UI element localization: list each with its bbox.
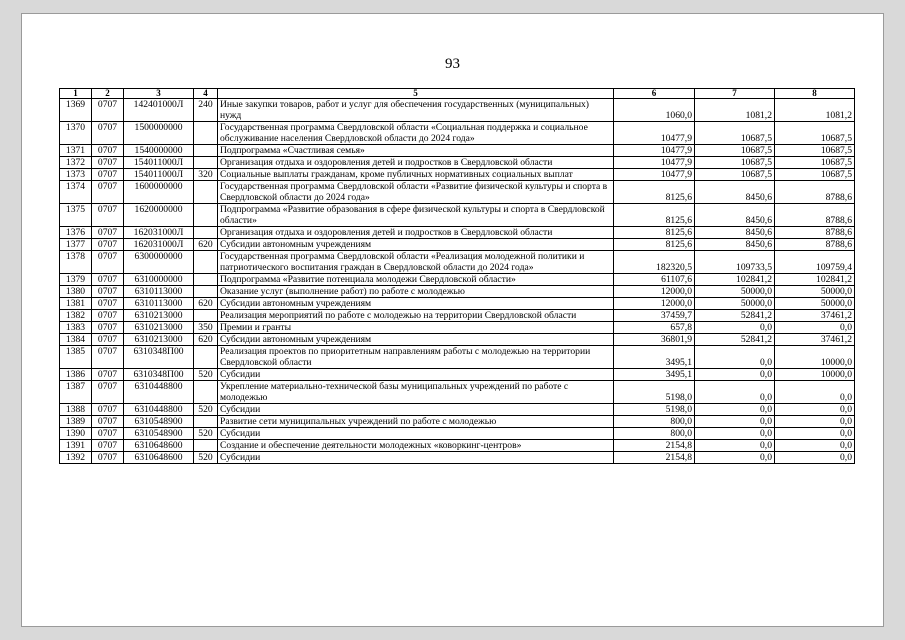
amount-col8-cell: 8788,6 <box>775 181 855 204</box>
table-row <box>60 334 855 346</box>
target-article-cell: 6310213000 <box>124 322 194 334</box>
amount-col6-cell: 182320,5 <box>614 251 695 274</box>
section-code-cell: 0707 <box>92 251 124 274</box>
amount-col8-cell: 102841,2 <box>775 274 855 286</box>
amount-col6-cell: 3495,1 <box>614 369 695 381</box>
expense-type-cell: 520 <box>194 452 218 464</box>
target-article-cell: 6310548900 <box>124 428 194 440</box>
table-row <box>60 181 855 204</box>
target-article-cell: 6310348П00 <box>124 369 194 381</box>
section-code-cell: 0707 <box>92 428 124 440</box>
amount-col7-cell: 0,0 <box>695 404 775 416</box>
amount-col7-cell: 10687,5 <box>695 157 775 169</box>
item-name-cell: Субсидии автономным учреждениям <box>218 334 614 346</box>
section-code-cell: 0707 <box>92 298 124 310</box>
amount-col6-cell: 657,8 <box>614 322 695 334</box>
amount-col6-cell: 10477,9 <box>614 157 695 169</box>
amount-col8-cell: 0,0 <box>775 428 855 440</box>
amount-col8-cell: 50000,0 <box>775 298 855 310</box>
section-code-cell: 0707 <box>92 274 124 286</box>
target-article-cell: 1500000000 <box>124 122 194 145</box>
amount-col7-cell: 0,0 <box>695 346 775 369</box>
table-row <box>60 346 855 369</box>
item-name-cell: Государственная программа Свердловской области «Социальная поддержка и социальное обслуживание населения Свердловской области до 2024 года» <box>218 122 614 145</box>
target-article-cell: 1540000000 <box>124 145 194 157</box>
table-body <box>60 99 855 464</box>
item-name-cell: Премии и гранты <box>218 322 614 334</box>
amount-col7-cell: 8450,6 <box>695 181 775 204</box>
item-name-cell: Создание и обеспечение деятельности молодежных «коворкинг-центров» <box>218 440 614 452</box>
expense-type-cell: 520 <box>194 404 218 416</box>
expense-type-cell: 520 <box>194 428 218 440</box>
amount-col7-cell: 0,0 <box>695 452 775 464</box>
expense-type-cell <box>194 251 218 274</box>
amount-col7-cell: 10687,5 <box>695 145 775 157</box>
expense-type-cell <box>194 416 218 428</box>
target-article-cell: 162031000Л <box>124 227 194 239</box>
amount-col8-cell: 0,0 <box>775 452 855 464</box>
amount-col8-cell: 109759,4 <box>775 251 855 274</box>
expense-type-cell <box>194 145 218 157</box>
amount-col8-cell: 10000,0 <box>775 346 855 369</box>
expense-type-cell: 240 <box>194 99 218 122</box>
expense-type-cell <box>194 381 218 404</box>
target-article-cell: 162031000Л <box>124 239 194 251</box>
table-row <box>60 310 855 322</box>
table-row <box>60 286 855 298</box>
amount-col7-cell: 0,0 <box>695 322 775 334</box>
row-number-cell: 1371 <box>60 145 92 157</box>
target-article-cell: 6310213000 <box>124 310 194 322</box>
expense-type-cell <box>194 157 218 169</box>
table-row <box>60 274 855 286</box>
row-number-cell: 1385 <box>60 346 92 369</box>
section-code-cell: 0707 <box>92 169 124 181</box>
item-name-cell: Укрепление материально-технической базы муниципальных учреждений по работе с молодежью <box>218 381 614 404</box>
row-number-cell: 1387 <box>60 381 92 404</box>
amount-col8-cell: 1081,2 <box>775 99 855 122</box>
column-header: 3 <box>124 89 194 99</box>
item-name-cell: Субсидии автономным учреждениям <box>218 298 614 310</box>
table-row <box>60 157 855 169</box>
item-name-cell: Организация отдыха и оздоровления детей и подростков в Свердловской области <box>218 157 614 169</box>
section-code-cell: 0707 <box>92 334 124 346</box>
expense-type-cell: 620 <box>194 334 218 346</box>
expense-type-cell <box>194 346 218 369</box>
expense-type-cell: 350 <box>194 322 218 334</box>
amount-col6-cell: 800,0 <box>614 416 695 428</box>
section-code-cell: 0707 <box>92 440 124 452</box>
amount-col7-cell: 0,0 <box>695 416 775 428</box>
amount-col8-cell: 37461,2 <box>775 310 855 322</box>
item-name-cell: Организация отдыха и оздоровления детей и подростков в Свердловской области <box>218 227 614 239</box>
row-number-cell: 1379 <box>60 274 92 286</box>
row-number-cell: 1377 <box>60 239 92 251</box>
target-article-cell: 6310213000 <box>124 334 194 346</box>
target-article-cell: 1620000000 <box>124 204 194 227</box>
section-code-cell: 0707 <box>92 322 124 334</box>
section-code-cell: 0707 <box>92 416 124 428</box>
amount-col8-cell: 37461,2 <box>775 334 855 346</box>
amount-col8-cell: 50000,0 <box>775 286 855 298</box>
target-article-cell: 6310113000 <box>124 298 194 310</box>
table-row <box>60 298 855 310</box>
amount-col6-cell: 3495,1 <box>614 346 695 369</box>
amount-col7-cell: 0,0 <box>695 428 775 440</box>
row-number-cell: 1389 <box>60 416 92 428</box>
target-article-cell: 154011000Л <box>124 157 194 169</box>
section-code-cell: 0707 <box>92 369 124 381</box>
amount-col7-cell: 109733,5 <box>695 251 775 274</box>
section-code-cell: 0707 <box>92 239 124 251</box>
amount-col7-cell: 8450,6 <box>695 239 775 251</box>
target-article-cell: 6310448800 <box>124 404 194 416</box>
amount-col7-cell: 0,0 <box>695 381 775 404</box>
amount-col6-cell: 61107,6 <box>614 274 695 286</box>
amount-col6-cell: 8125,6 <box>614 181 695 204</box>
expense-type-cell <box>194 274 218 286</box>
table-row <box>60 122 855 145</box>
amount-col8-cell: 0,0 <box>775 416 855 428</box>
section-code-cell: 0707 <box>92 204 124 227</box>
item-name-cell: Реализация мероприятий по работе с молодежью на территории Свердловской области <box>218 310 614 322</box>
target-article-cell: 6310000000 <box>124 274 194 286</box>
item-name-cell: Субсидии <box>218 404 614 416</box>
column-header: 6 <box>614 89 695 99</box>
table-header-row <box>60 89 855 99</box>
amount-col8-cell: 8788,6 <box>775 239 855 251</box>
expense-type-cell: 620 <box>194 298 218 310</box>
budget-table <box>59 88 855 464</box>
column-header: 1 <box>60 89 92 99</box>
target-article-cell: 6310113000 <box>124 286 194 298</box>
amount-col7-cell: 8450,6 <box>695 204 775 227</box>
item-name-cell: Иные закупки товаров, работ и услуг для обеспечения государственных (муниципальных) нужд <box>218 99 614 122</box>
amount-col7-cell: 52841,2 <box>695 334 775 346</box>
item-name-cell: Подпрограмма «Счастливая семья» <box>218 145 614 157</box>
section-code-cell: 0707 <box>92 181 124 204</box>
target-article-cell: 6310548900 <box>124 416 194 428</box>
item-name-cell: Государственная программа Свердловской области «Развитие физической культуры и спорта в Свердловской области до 2024 года» <box>218 181 614 204</box>
amount-col8-cell: 10687,5 <box>775 122 855 145</box>
amount-col6-cell: 10477,9 <box>614 169 695 181</box>
row-number-cell: 1386 <box>60 369 92 381</box>
column-header: 7 <box>695 89 775 99</box>
amount-col7-cell: 102841,2 <box>695 274 775 286</box>
amount-col6-cell: 10477,9 <box>614 122 695 145</box>
amount-col7-cell: 10687,5 <box>695 122 775 145</box>
section-code-cell: 0707 <box>92 145 124 157</box>
target-article-cell: 142401000Л <box>124 99 194 122</box>
amount-col6-cell: 10477,9 <box>614 145 695 157</box>
row-number-cell: 1378 <box>60 251 92 274</box>
amount-col8-cell: 0,0 <box>775 381 855 404</box>
row-number-cell: 1382 <box>60 310 92 322</box>
item-name-cell: Развитие сети муниципальных учреждений по работе с молодежью <box>218 416 614 428</box>
target-article-cell: 1600000000 <box>124 181 194 204</box>
section-code-cell: 0707 <box>92 310 124 322</box>
amount-col8-cell: 0,0 <box>775 440 855 452</box>
table-row <box>60 452 855 464</box>
row-number-cell: 1390 <box>60 428 92 440</box>
expense-type-cell <box>194 227 218 239</box>
row-number-cell: 1369 <box>60 99 92 122</box>
section-code-cell: 0707 <box>92 286 124 298</box>
row-number-cell: 1380 <box>60 286 92 298</box>
item-name-cell: Субсидии <box>218 452 614 464</box>
column-header: 8 <box>775 89 855 99</box>
amount-col6-cell: 1060,0 <box>614 99 695 122</box>
row-number-cell: 1375 <box>60 204 92 227</box>
table-row <box>60 440 855 452</box>
amount-col7-cell: 52841,2 <box>695 310 775 322</box>
table-row <box>60 251 855 274</box>
item-name-cell: Социальные выплаты гражданам, кроме публичных нормативных социальных выплат <box>218 169 614 181</box>
amount-col7-cell: 10687,5 <box>695 169 775 181</box>
row-number-cell: 1391 <box>60 440 92 452</box>
target-article-cell: 154011000Л <box>124 169 194 181</box>
item-name-cell: Субсидии автономным учреждениям <box>218 239 614 251</box>
table-row <box>60 404 855 416</box>
target-article-cell: 6310348П00 <box>124 346 194 369</box>
table-row <box>60 169 855 181</box>
section-code-cell: 0707 <box>92 346 124 369</box>
target-article-cell: 6310648600 <box>124 452 194 464</box>
table-row <box>60 428 855 440</box>
expense-type-cell <box>194 122 218 145</box>
target-article-cell: 6310448800 <box>124 381 194 404</box>
row-number-cell: 1373 <box>60 169 92 181</box>
document-page <box>22 14 883 626</box>
row-number-cell: 1374 <box>60 181 92 204</box>
amount-col7-cell: 0,0 <box>695 440 775 452</box>
amount-col6-cell: 36801,9 <box>614 334 695 346</box>
row-number-cell: 1383 <box>60 322 92 334</box>
amount-col8-cell: 10687,5 <box>775 145 855 157</box>
row-number-cell: 1384 <box>60 334 92 346</box>
amount-col6-cell: 12000,0 <box>614 286 695 298</box>
amount-col8-cell: 10687,5 <box>775 157 855 169</box>
amount-col8-cell: 0,0 <box>775 404 855 416</box>
section-code-cell: 0707 <box>92 404 124 416</box>
item-name-cell: Субсидии <box>218 428 614 440</box>
row-number-cell: 1388 <box>60 404 92 416</box>
expense-type-cell <box>194 181 218 204</box>
target-article-cell: 6310648600 <box>124 440 194 452</box>
expense-type-cell <box>194 286 218 298</box>
section-code-cell: 0707 <box>92 99 124 122</box>
expense-type-cell <box>194 310 218 322</box>
expense-type-cell <box>194 440 218 452</box>
page-number: 93 <box>445 56 460 72</box>
amount-col7-cell: 1081,2 <box>695 99 775 122</box>
amount-col7-cell: 8450,6 <box>695 227 775 239</box>
amount-col6-cell: 37459,7 <box>614 310 695 322</box>
amount-col6-cell: 5198,0 <box>614 381 695 404</box>
row-number-cell: 1376 <box>60 227 92 239</box>
item-name-cell: Подпрограмма «Развитие потенциала молодежи Свердловской области» <box>218 274 614 286</box>
table-row <box>60 145 855 157</box>
amount-col8-cell: 0,0 <box>775 322 855 334</box>
section-code-cell: 0707 <box>92 452 124 464</box>
amount-col7-cell: 0,0 <box>695 369 775 381</box>
item-name-cell: Субсидии <box>218 369 614 381</box>
row-number-cell: 1381 <box>60 298 92 310</box>
amount-col6-cell: 800,0 <box>614 428 695 440</box>
amount-col6-cell: 5198,0 <box>614 404 695 416</box>
amount-col6-cell: 8125,6 <box>614 204 695 227</box>
section-code-cell: 0707 <box>92 157 124 169</box>
expense-type-cell: 320 <box>194 169 218 181</box>
column-header: 2 <box>92 89 124 99</box>
amount-col6-cell: 2154,8 <box>614 440 695 452</box>
section-code-cell: 0707 <box>92 381 124 404</box>
amount-col8-cell: 8788,6 <box>775 204 855 227</box>
table-row <box>60 322 855 334</box>
amount-col8-cell: 10000,0 <box>775 369 855 381</box>
table-row <box>60 239 855 251</box>
table-row <box>60 204 855 227</box>
table-row <box>60 227 855 239</box>
target-article-cell: 6300000000 <box>124 251 194 274</box>
table-row <box>60 369 855 381</box>
amount-col7-cell: 50000,0 <box>695 286 775 298</box>
section-code-cell: 0707 <box>92 227 124 239</box>
amount-col7-cell: 50000,0 <box>695 298 775 310</box>
amount-col6-cell: 8125,6 <box>614 227 695 239</box>
table-row <box>60 99 855 122</box>
item-name-cell: Реализация проектов по приоритетным направлениям работы с молодежью на территории Свердловской области <box>218 346 614 369</box>
column-header: 4 <box>194 89 218 99</box>
amount-col8-cell: 10687,5 <box>775 169 855 181</box>
row-number-cell: 1372 <box>60 157 92 169</box>
item-name-cell: Подпрограмма «Развитие образования в сфере физической культуры и спорта в Свердловской области» <box>218 204 614 227</box>
table-row <box>60 416 855 428</box>
item-name-cell: Государственная программа Свердловской области «Реализация молодежной политики и патриотического воспитания граждан в Свердловской области до 2024 года» <box>218 251 614 274</box>
table-row <box>60 381 855 404</box>
row-number-cell: 1370 <box>60 122 92 145</box>
item-name-cell: Оказание услуг (выполнение работ) по работе с молодежью <box>218 286 614 298</box>
amount-col8-cell: 8788,6 <box>775 227 855 239</box>
expense-type-cell <box>194 204 218 227</box>
amount-col6-cell: 12000,0 <box>614 298 695 310</box>
row-number-cell: 1392 <box>60 452 92 464</box>
expense-type-cell: 520 <box>194 369 218 381</box>
section-code-cell: 0707 <box>92 122 124 145</box>
amount-col6-cell: 8125,6 <box>614 239 695 251</box>
amount-col6-cell: 2154,8 <box>614 452 695 464</box>
expense-type-cell: 620 <box>194 239 218 251</box>
column-header: 5 <box>218 89 614 99</box>
